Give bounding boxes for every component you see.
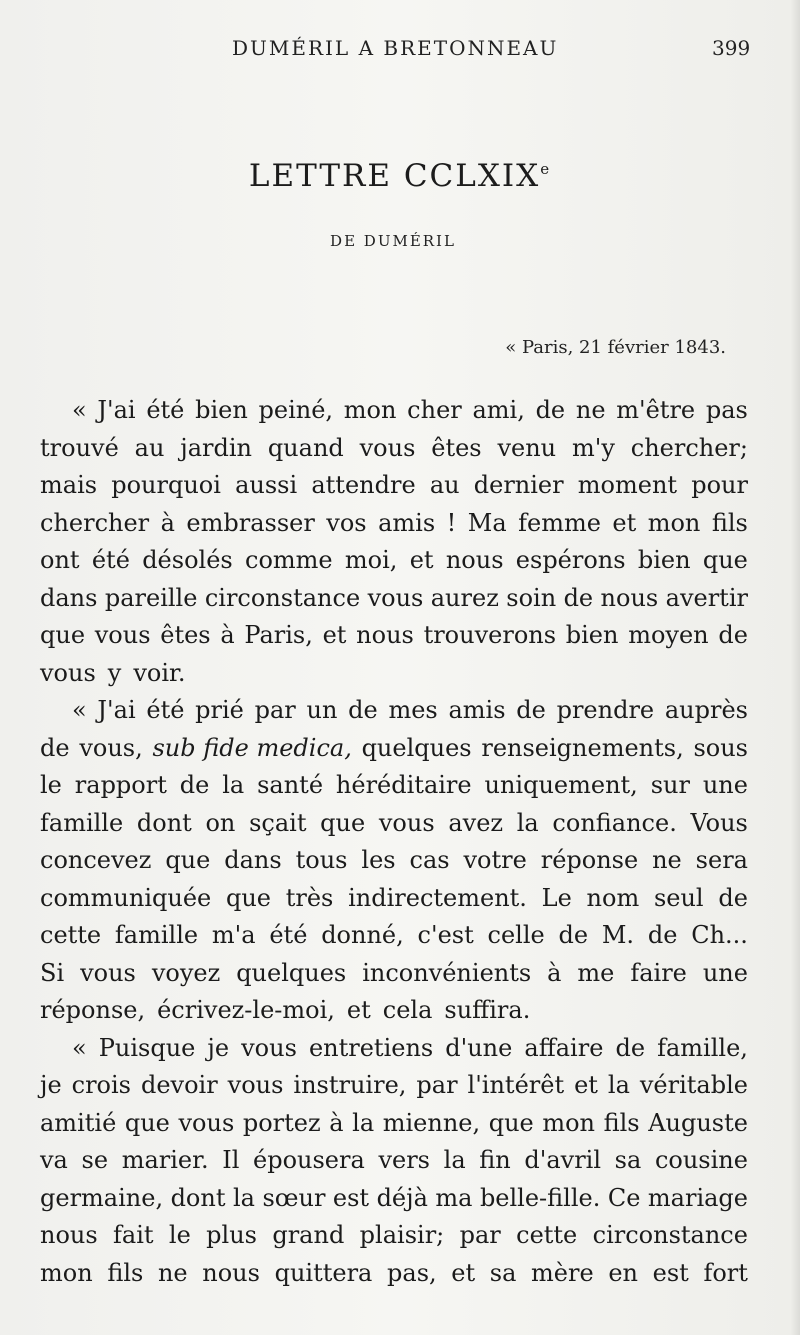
word: portez <box>242 1108 321 1137</box>
word: nous <box>202 1258 260 1287</box>
text-line <box>40 767 748 805</box>
word: mon <box>40 1258 93 1287</box>
word: de <box>516 696 546 724</box>
word: va <box>40 1146 68 1174</box>
word: êtes <box>160 621 211 649</box>
word: inconvénients <box>362 958 532 987</box>
word: renseignements, <box>481 733 684 762</box>
word: voir. <box>133 658 186 687</box>
word: Puisque <box>98 1033 196 1062</box>
word: fils <box>711 508 748 537</box>
word: que <box>320 808 366 837</box>
word: amis <box>378 508 436 537</box>
word: et <box>322 621 347 649</box>
word: été <box>91 546 130 574</box>
word: je <box>40 1071 62 1099</box>
word: se <box>81 1146 109 1174</box>
word: de <box>348 696 378 724</box>
letter-author: DE DUMÉRIL <box>330 232 456 250</box>
text-line <box>40 1030 748 1068</box>
text-line <box>40 917 748 955</box>
word: vos <box>326 508 367 537</box>
word: une <box>702 771 748 799</box>
word: la <box>607 1071 630 1099</box>
word: de <box>535 396 566 424</box>
word: par <box>416 1071 458 1099</box>
word: marier. <box>121 1146 209 1174</box>
word: plaisir; <box>359 1221 445 1249</box>
word: santé <box>257 771 324 799</box>
word: épousera <box>253 1146 365 1174</box>
word: moi, <box>344 546 398 574</box>
text-line <box>40 730 748 768</box>
word: belle-fille. <box>479 1183 601 1212</box>
word: attendre <box>311 471 416 499</box>
word: cela <box>382 996 433 1024</box>
word: je <box>207 1033 230 1062</box>
word: et <box>574 1071 598 1099</box>
word: cette <box>40 921 102 949</box>
word: très <box>285 883 334 912</box>
word: sera <box>695 846 748 874</box>
word: « <box>72 396 87 424</box>
word: pour <box>691 471 748 499</box>
word: l'intérêt <box>467 1071 565 1099</box>
word: peiné, <box>258 396 334 424</box>
word: indirectement. <box>348 883 527 912</box>
word: quelques <box>361 733 472 762</box>
word: « <box>72 1033 87 1062</box>
word: ne <box>652 846 682 874</box>
word: dont <box>170 1183 226 1212</box>
word: été <box>146 696 185 724</box>
word: vous <box>94 621 151 649</box>
word: Ch... <box>691 921 748 949</box>
text-line <box>40 955 748 993</box>
word: Si <box>40 958 65 987</box>
word: été <box>146 396 185 424</box>
word: votre <box>463 846 527 874</box>
word: ne <box>575 396 606 424</box>
word: quelques <box>236 958 347 987</box>
text-line <box>40 1067 748 1105</box>
dateline: « Paris, 21 février 1843. <box>505 337 726 358</box>
word: moment <box>577 471 678 499</box>
word: chercher <box>40 508 150 537</box>
word: plus <box>206 1221 257 1249</box>
word: trouverons <box>423 621 557 649</box>
word: amitié <box>40 1108 117 1137</box>
word: bien <box>195 396 248 424</box>
word: aurez <box>430 583 499 612</box>
word: nous <box>40 1221 98 1249</box>
word: vous <box>40 658 96 687</box>
word: « <box>72 696 87 724</box>
word: Ma <box>467 508 507 537</box>
text-line <box>40 655 748 693</box>
word: vers <box>378 1146 430 1174</box>
word: un <box>306 696 338 724</box>
word: que <box>165 846 211 874</box>
word: la <box>232 1183 255 1212</box>
word: venu <box>497 433 557 462</box>
text-line <box>40 467 748 505</box>
word: déjà <box>376 1183 428 1212</box>
text-line <box>40 505 748 543</box>
running-head <box>0 36 800 66</box>
word: me <box>577 958 615 987</box>
word: écrivez-le-moi, <box>157 996 335 1024</box>
word: chercher; <box>630 433 748 462</box>
word: mariage <box>647 1183 748 1212</box>
word: réponse, <box>40 996 146 1024</box>
word: que <box>124 1108 170 1137</box>
word: entretiens <box>308 1033 434 1062</box>
word: par <box>254 696 296 724</box>
text-line <box>40 1142 748 1180</box>
word: auprès <box>664 696 748 724</box>
word: m'a <box>211 921 256 949</box>
word: vous <box>178 1108 235 1137</box>
word: vous <box>378 808 435 837</box>
text-line <box>40 1255 748 1293</box>
text-line <box>40 580 748 618</box>
letter-title <box>0 158 800 194</box>
letter-title-superscript: e <box>540 160 552 178</box>
word: rapport <box>74 771 167 799</box>
word: réponse <box>540 846 639 874</box>
word: vous <box>241 1033 297 1062</box>
word: la <box>516 808 539 837</box>
word: celle <box>487 921 545 949</box>
word: vous <box>227 1071 284 1099</box>
word: circonstance <box>592 1221 748 1249</box>
word: circonstance <box>204 583 361 612</box>
word: pareille <box>104 583 198 612</box>
word: mon <box>343 396 397 424</box>
word: pourquoi <box>111 471 221 499</box>
word: été <box>269 921 308 949</box>
word: héréditaire <box>335 771 472 799</box>
word: uniquement, <box>484 771 638 799</box>
word: Vous <box>690 808 748 837</box>
word: ami, <box>472 396 525 424</box>
word: affaire <box>524 1033 604 1062</box>
word: dernier <box>473 471 564 499</box>
word: bien <box>637 546 691 574</box>
word: sa <box>614 1146 642 1174</box>
text-line <box>40 880 748 918</box>
word: et <box>451 1258 476 1287</box>
word: que <box>488 1108 534 1137</box>
word: quand <box>267 433 344 462</box>
word: prié <box>195 696 244 724</box>
word: sa <box>489 1258 517 1287</box>
word: par <box>459 1221 501 1249</box>
word: nom <box>586 883 640 912</box>
word: de <box>40 733 70 762</box>
word: une <box>702 958 748 987</box>
word: avertir <box>665 583 748 612</box>
word: c'est <box>417 921 474 949</box>
word: mère <box>531 1258 594 1287</box>
word: ne <box>157 1258 188 1287</box>
word: de <box>615 1033 646 1062</box>
word: voyez <box>151 958 221 987</box>
word: fait <box>113 1221 154 1249</box>
word: sous <box>693 733 748 762</box>
word: communiquée <box>40 883 212 912</box>
word: cette <box>516 1221 578 1249</box>
word: la <box>443 1146 466 1174</box>
word: dans <box>40 583 98 612</box>
word: que <box>225 883 271 912</box>
word: concevez <box>40 846 152 874</box>
word: à <box>547 958 562 987</box>
word: fils <box>603 1108 640 1137</box>
word: prendre <box>556 696 655 724</box>
word: sçait <box>249 808 307 837</box>
word: pas, <box>387 1258 437 1287</box>
word: mes <box>388 696 438 724</box>
word: embrasser <box>186 508 315 537</box>
word: soin <box>506 583 557 612</box>
word: femme <box>518 508 601 537</box>
word: m'être <box>616 396 696 424</box>
text-line <box>40 430 748 468</box>
letter-body <box>40 392 748 1292</box>
word: famille, <box>657 1033 748 1062</box>
word: nous <box>445 546 504 574</box>
word: amis <box>448 696 506 724</box>
word: de <box>718 883 748 912</box>
word: moyen <box>628 621 709 649</box>
word: pas <box>705 396 748 424</box>
word: m'y <box>571 433 615 462</box>
word: que <box>40 621 86 649</box>
text-line <box>40 617 748 655</box>
word: la <box>352 1108 375 1137</box>
page-number: 399 <box>712 36 751 60</box>
word: ! <box>446 508 457 537</box>
word: de <box>179 771 210 799</box>
word: nous <box>600 583 659 612</box>
word: et <box>346 996 371 1024</box>
word: fort <box>703 1258 748 1287</box>
word: donné, <box>321 921 404 949</box>
word: de <box>718 621 748 649</box>
word: ma <box>435 1183 473 1212</box>
word: à <box>329 1108 344 1137</box>
word: mon <box>542 1108 595 1137</box>
text-line <box>40 1180 748 1218</box>
word: à <box>220 621 235 649</box>
word: la <box>222 771 245 799</box>
word: cher <box>407 396 462 424</box>
text-line <box>40 805 748 843</box>
text-line <box>40 1217 748 1255</box>
word: vous <box>367 583 424 612</box>
text-line <box>40 392 748 430</box>
word: dans <box>224 846 282 874</box>
text-line <box>40 542 748 580</box>
word: sur <box>650 771 690 799</box>
word: aussi <box>235 471 298 499</box>
word: au <box>429 471 460 499</box>
word: Auguste <box>648 1108 748 1137</box>
word: J'ai <box>97 696 136 724</box>
word: et <box>612 508 637 537</box>
word: devoir <box>140 1071 218 1099</box>
word: avez <box>448 808 504 837</box>
page-edge-shadow <box>790 0 800 1335</box>
word: le <box>168 1221 191 1249</box>
italic-word: sub fide medica, <box>152 733 352 762</box>
word: y <box>107 658 122 687</box>
word: on <box>205 808 236 837</box>
word: d'avril <box>524 1146 602 1174</box>
word: crois <box>71 1071 131 1099</box>
word: ont <box>40 546 80 574</box>
word: de <box>647 921 678 949</box>
word: dont <box>136 808 192 837</box>
text-line <box>40 992 748 1030</box>
text-line <box>40 842 748 880</box>
word: jardin <box>180 433 252 462</box>
word: J'ai <box>97 396 136 424</box>
word: fils <box>107 1258 144 1287</box>
word: vous <box>359 433 416 462</box>
word: et <box>409 546 434 574</box>
word: instruire, <box>293 1071 407 1099</box>
word: de <box>558 921 589 949</box>
word: est <box>652 1258 689 1287</box>
word: est <box>332 1183 370 1212</box>
word: à <box>160 508 175 537</box>
word: nous <box>356 621 414 649</box>
word: trouvé <box>40 433 119 462</box>
word: vous <box>80 958 136 987</box>
text-line <box>40 692 748 730</box>
word: fin <box>479 1146 511 1174</box>
word: de <box>563 583 594 612</box>
word: germaine, <box>40 1183 164 1212</box>
word: les <box>361 846 396 874</box>
word: faire <box>630 958 687 987</box>
word: véritable <box>639 1071 748 1099</box>
word: quittera <box>274 1258 373 1287</box>
word: confiance. <box>552 808 677 837</box>
word: mon <box>647 508 701 537</box>
word: bien <box>565 621 619 649</box>
word: le <box>40 771 62 799</box>
word: mienne, <box>382 1108 481 1137</box>
word: cousine <box>654 1146 748 1174</box>
word: Il <box>222 1146 240 1174</box>
word: sœur <box>262 1183 326 1212</box>
word: M. <box>601 921 635 949</box>
word: vous, <box>79 733 143 762</box>
word: désolés <box>142 546 233 574</box>
word: que <box>702 546 748 574</box>
word: au <box>134 433 165 462</box>
word: cas <box>409 846 450 874</box>
word: d'une <box>445 1033 513 1062</box>
word: mais <box>40 471 98 499</box>
word: comme <box>245 546 333 574</box>
word: espérons <box>515 546 626 574</box>
word: en <box>608 1258 638 1287</box>
word: seul <box>653 883 704 912</box>
running-title: DUMÉRIL A BRETONNEAU <box>232 36 559 60</box>
text-line <box>40 1105 748 1143</box>
word: suffira. <box>444 996 531 1024</box>
word: êtes <box>431 433 482 462</box>
letter-title-text: LETTRE CCLXIX <box>248 158 541 194</box>
word: tous <box>295 846 348 874</box>
word: grand <box>272 1221 345 1249</box>
word: famille <box>114 921 199 949</box>
word: Ce <box>607 1183 641 1212</box>
word: Paris, <box>244 621 313 649</box>
word: Le <box>541 883 572 912</box>
word: famille <box>40 808 124 837</box>
